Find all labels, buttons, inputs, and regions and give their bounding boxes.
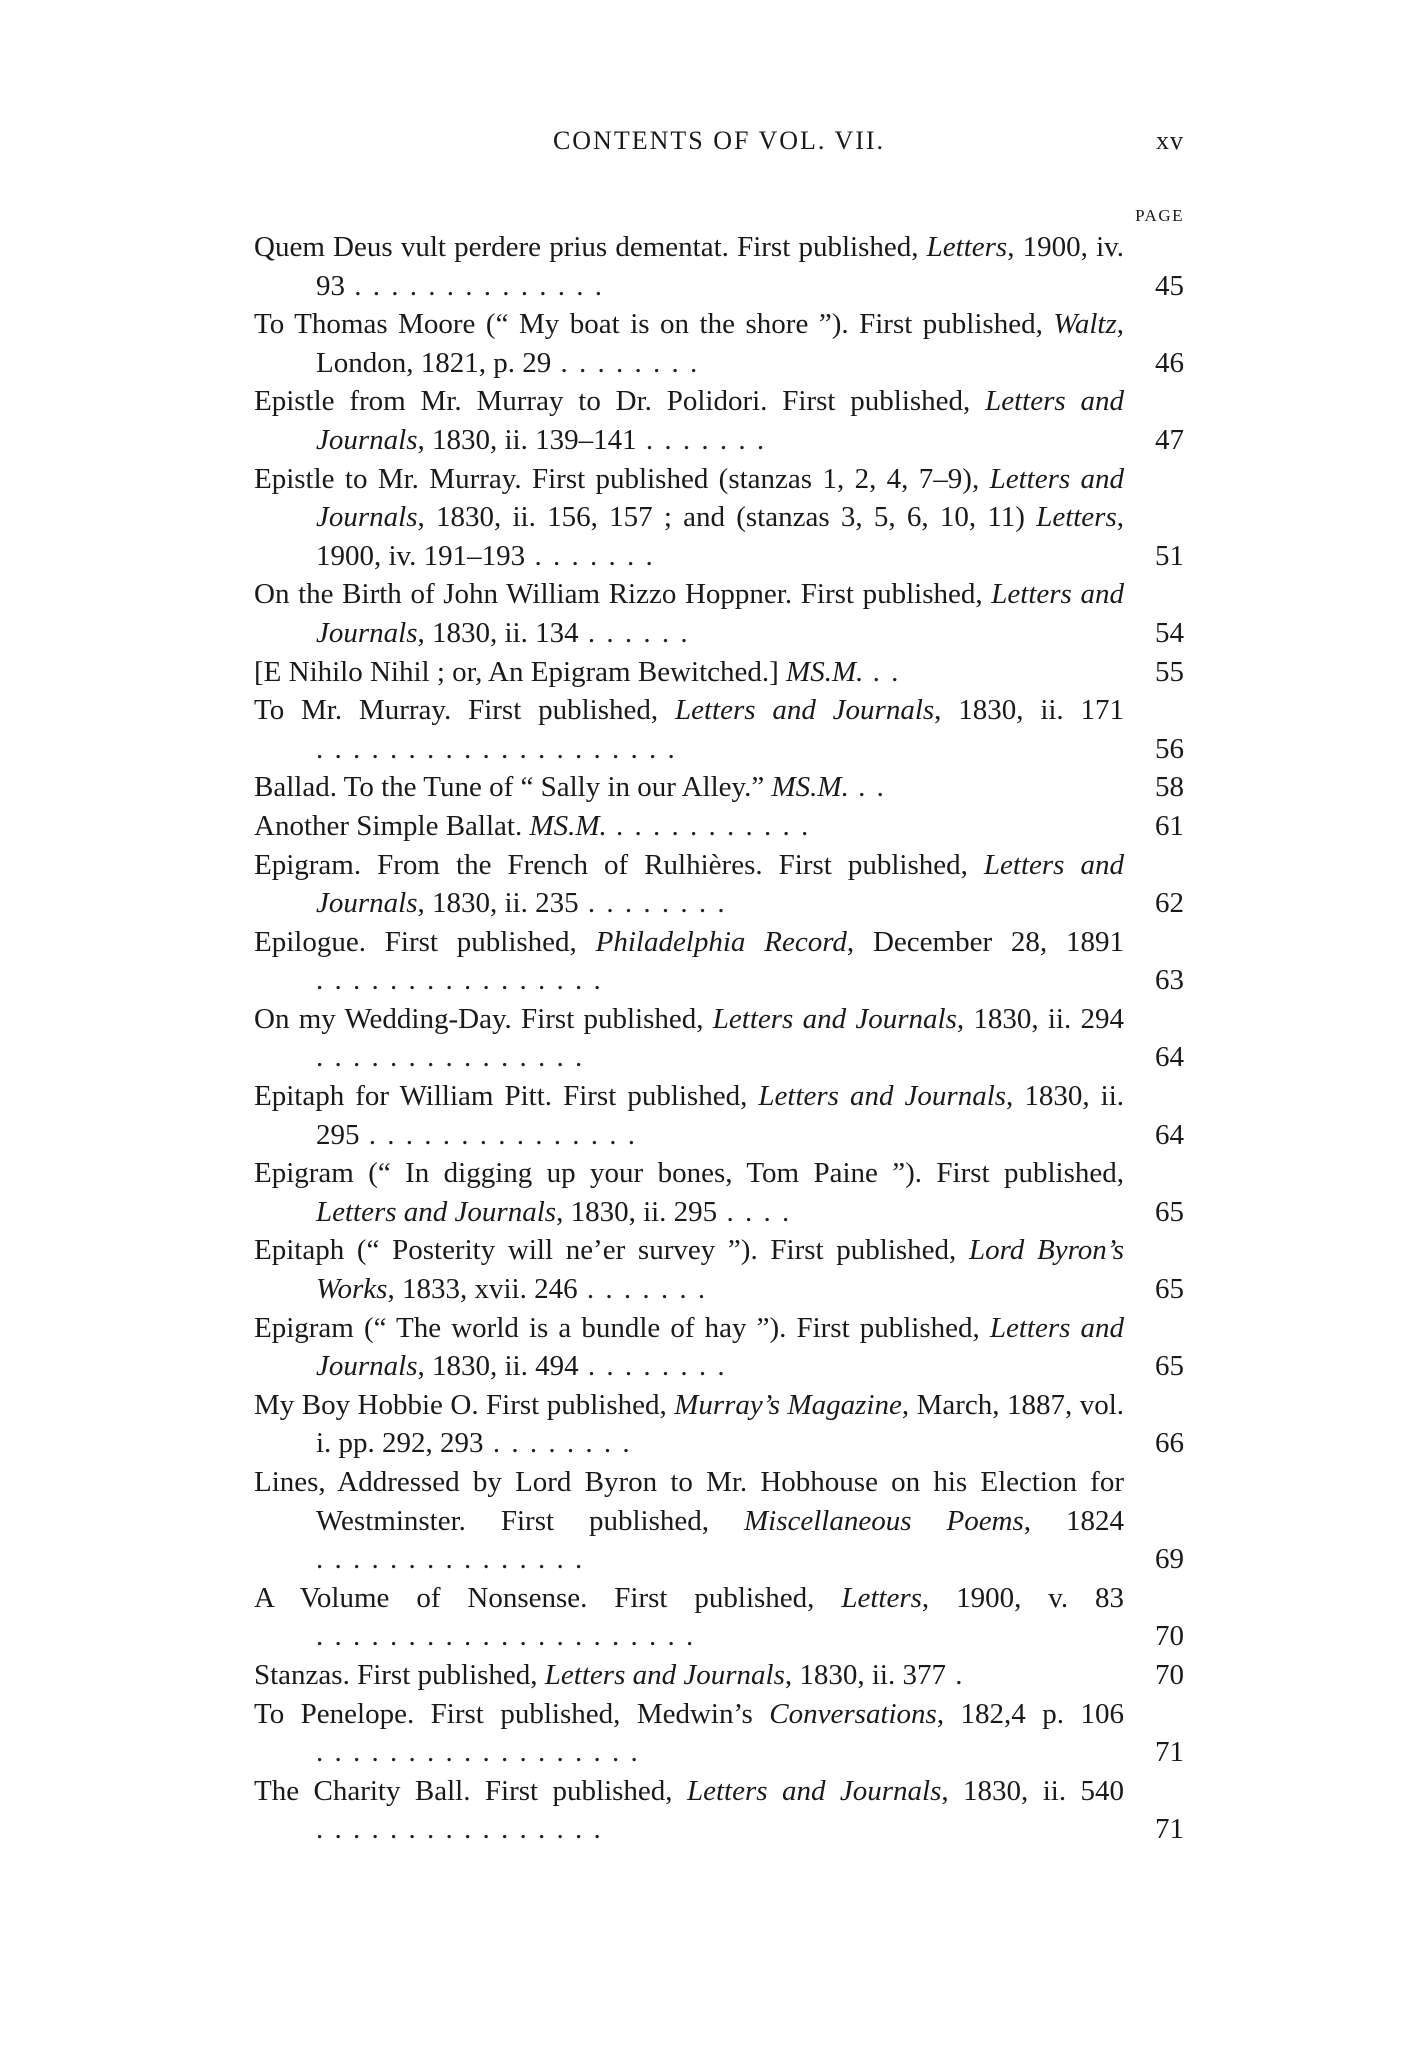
entry-source: Letters and Journals (316, 848, 1124, 920)
dot-leader: . . (863, 655, 901, 688)
entry-title: On my Wedding-Day. First published, (254, 1002, 713, 1035)
entry-detail-2: , 1900, iv. 191–193 (316, 501, 1124, 572)
entry-text (254, 807, 1124, 846)
entry-text (254, 768, 1124, 807)
toc-entry (254, 460, 1184, 576)
toc-entry (254, 1231, 1184, 1308)
toc-entry (254, 1309, 1184, 1386)
dot-leader: . . . . . . . . . . . . . . . . . . . . (316, 732, 677, 765)
entry-source: Letters (926, 231, 1008, 263)
toc-entry (254, 1772, 1184, 1849)
entry-page-number: 61 (1155, 809, 1184, 842)
entry-title: The Charity Ball. First published, (254, 1774, 687, 1807)
dot-leader: . . . . . . . . (483, 1427, 632, 1460)
entry-title: Epigram (“ In digging up your bones, Tom Paine ”). First published, (254, 1157, 1124, 1190)
entry-title: Another Simple Ballat. (254, 809, 530, 842)
entry-title: Epigram (“ The world is a bundle of hay ”). First published, (254, 1311, 990, 1344)
toc-entry (254, 1463, 1184, 1579)
entry-title: To Thomas Moore (“ My boat is on the shore ”). First published, (254, 308, 1054, 341)
toc-entry (254, 846, 1184, 923)
entry-text (254, 1463, 1124, 1579)
entry-title: Epitaph for William Pitt. First published, (254, 1080, 759, 1113)
entry-source: Letters and Journals (316, 1195, 557, 1228)
dot-leader: . . . . . . . . . . . (606, 809, 811, 842)
entry-detail: , 1830, ii. 171 (934, 694, 1125, 727)
toc-entry (254, 1579, 1184, 1656)
dot-leader: . . . . . . . . (551, 346, 700, 379)
entry-title: Quem Deus vult perdere prius dementat. First published, (254, 231, 927, 263)
entry-detail: , 1830, ii. 134 (417, 616, 579, 649)
dot-leader: . . . . . . . . . . . . . . (345, 269, 604, 302)
entry-text (254, 1077, 1124, 1154)
entry-source: Letters (841, 1581, 922, 1614)
entry-text (254, 228, 1124, 305)
entry-title: A Volume of Nonsense. First published, (254, 1581, 842, 1614)
entry-page-number: 46 (1155, 346, 1184, 379)
entry-page-number: 63 (1155, 964, 1184, 997)
entry-title: Epigram. From the French of Rulhières. First published, (254, 848, 984, 881)
entry-page-number: 58 (1155, 771, 1184, 804)
entry-detail: , 1833, xvii. 246 (387, 1273, 578, 1306)
entry-detail: , December 28, 1891 (846, 925, 1124, 958)
entry-title: Stanzas. First published, (254, 1658, 545, 1691)
entry-page-number: 62 (1155, 887, 1184, 920)
dot-leader: . . . . . . . . (578, 887, 727, 920)
entry-source: Letters and Journals (544, 1658, 785, 1691)
entry-detail: , 1900, iv. 93 (316, 231, 1124, 302)
entry-source: Letters and Journals (758, 1080, 1007, 1113)
dot-leader: . . . . . . . . . . . . . . . . . . (316, 1736, 640, 1769)
entry-text (254, 460, 1124, 576)
entry-text (254, 1000, 1124, 1077)
entry-title: Epitaph (“ Posterity will ne’er survey ”). First published, (254, 1234, 969, 1267)
dot-leader: . . . . . . . . (578, 1350, 727, 1383)
entry-title: Epistle to Mr. Murray. First published (stanzas 1, 2, 4, 7–9), (254, 462, 990, 495)
entry-source: Waltz (1053, 308, 1117, 341)
entry-page-number: 66 (1155, 1427, 1184, 1460)
entry-title: Ballad. To the Tune of “ Sally in our Alley.” (254, 771, 772, 804)
toc-entry (254, 691, 1184, 768)
entry-title: My Boy Hobbie O. First published, (254, 1388, 675, 1421)
entry-text (254, 691, 1124, 768)
entry-source: Philadelphia Record (595, 925, 847, 958)
entry-title: To Mr. Murray. First published, (254, 694, 675, 727)
toc-entry (254, 768, 1184, 807)
toc-entry (254, 228, 1184, 305)
entry-title: Epilogue. First published, (254, 925, 596, 958)
entry-source: MS.M. (786, 655, 864, 688)
dot-leader: . . . . . . . (577, 1273, 708, 1306)
entry-text (254, 1772, 1124, 1849)
dot-leader: . . . . . . . (636, 423, 767, 456)
entry-source: Conversations (769, 1697, 937, 1730)
entry-detail: , 1900, v. 83 (921, 1581, 1124, 1614)
entry-source: Letters and Journals (674, 694, 935, 727)
entry-source: Murray’s Magazine (674, 1388, 902, 1421)
toc-entry (254, 382, 1184, 459)
dot-leader: . (945, 1658, 965, 1691)
entry-page-number: 69 (1155, 1543, 1184, 1576)
entry-detail: , 1830, ii. 235 (417, 887, 579, 920)
entry-page-number: 65 (1155, 1273, 1184, 1306)
entry-source: Letters and Journals (316, 1311, 1125, 1383)
entry-text (254, 1579, 1124, 1656)
entry-detail: , 1830, ii. 295 (556, 1195, 718, 1228)
toc-entry (254, 1656, 1184, 1695)
entry-title: Lines, Addressed by Lord Byron to Mr. Hobhouse on his Election for Westminster. First published, (254, 1466, 1124, 1537)
toc-entry (254, 1077, 1184, 1154)
running-title: CONTENTS OF VOL. VII. (552, 126, 886, 155)
entry-page-number: 45 (1155, 269, 1184, 302)
dot-leader: . . . . . . . . . . . . . . . (316, 1543, 585, 1576)
entry-detail: , London, 1821, p. 29 (316, 308, 1124, 379)
entry-text (254, 1386, 1124, 1463)
entry-text (254, 1656, 1124, 1695)
table-of-contents (254, 228, 1184, 1849)
entry-text (254, 1154, 1124, 1231)
entry-text (254, 653, 1124, 692)
dot-leader: . . . . . . . (525, 539, 655, 572)
toc-entry (254, 807, 1184, 846)
dot-leader: . . . . . . . . . . . . . . . . . . . . . (316, 1620, 696, 1653)
entry-detail: , 1830, ii. 294 (956, 1002, 1124, 1035)
entry-detail: , 1830, ii. 139–141 (417, 423, 637, 456)
dot-leader: . . . . . . . . . . . . . . . (359, 1118, 637, 1151)
toc-entry (254, 923, 1184, 1000)
toc-entry (254, 575, 1184, 652)
entry-detail: , 1830, ii. 295 (316, 1080, 1124, 1151)
entry-text (254, 575, 1124, 652)
toc-entry (254, 305, 1184, 382)
entry-title: [E Nihilo Nihil ; or, An Epigram Bewitched.] (254, 655, 787, 688)
entry-title: To Penelope. First published, Medwin’s (254, 1697, 770, 1730)
entry-source: Letters and Journals (316, 578, 1124, 649)
entry-page-number: 51 (1155, 539, 1184, 572)
entry-detail: , 1830, ii. 540 (941, 1774, 1125, 1807)
entry-page-number: 55 (1155, 655, 1184, 688)
entry-detail: , 182,4 p. 106 (936, 1697, 1124, 1730)
entry-title: Epistle from Mr. Murray to Dr. Polidori. First published, (254, 385, 986, 418)
entry-page-number: 56 (1155, 732, 1184, 765)
toc-entry (254, 1695, 1184, 1772)
entry-text (254, 382, 1124, 459)
entry-text (254, 1695, 1124, 1772)
toc-entry (254, 1386, 1184, 1463)
dot-leader: . . . . (717, 1195, 792, 1228)
entry-detail: , March, 1887, vol. i. pp. 292, 293 (316, 1388, 1124, 1460)
entry-source: MS.M. (771, 771, 849, 804)
dot-leader: . . . . . . . . . . . . . . . . (316, 964, 603, 997)
entry-page-number: 64 (1155, 1041, 1184, 1074)
entry-text (254, 923, 1124, 1000)
entry-page-number: 47 (1155, 423, 1184, 456)
entry-page-number: 64 (1155, 1118, 1184, 1151)
entry-page-number: 65 (1155, 1195, 1184, 1228)
entry-source: Letters and Journals (316, 385, 1125, 456)
entry-page-number: 70 (1155, 1620, 1184, 1653)
entry-detail: , 1824 (1023, 1504, 1125, 1537)
dot-leader: . . . . . . (578, 616, 690, 649)
entry-detail: , 1830, ii. 494 (417, 1350, 579, 1383)
entry-source: Miscellaneous Poems (744, 1504, 1024, 1537)
toc-entry (254, 1000, 1184, 1077)
entry-detail: , 1830, ii. 377 (784, 1658, 946, 1691)
entry-text (254, 305, 1124, 382)
entry-text (254, 1231, 1124, 1308)
entry-source: Letters and Journals (686, 1774, 942, 1807)
entry-source-2: Letters (1036, 501, 1117, 534)
page-number: xv (1156, 126, 1184, 155)
dot-leader: . . . . . . . . . . . . . . . (316, 1041, 585, 1074)
dot-leader: . . . . . . . . . . . . . . . . (316, 1813, 603, 1846)
toc-entry (254, 1154, 1184, 1231)
toc-entry (254, 653, 1184, 692)
entry-text (254, 846, 1124, 923)
entry-source: Letters and Journals (712, 1002, 957, 1035)
entry-title: On the Birth of John William Rizzo Hoppner. First published, (254, 578, 992, 611)
entry-page-number: 54 (1155, 616, 1184, 649)
dot-leader: . . (848, 771, 886, 804)
entry-detail: , 1830, ii. 156, 157 ; and (stanzas 3, 5, 6, 10, 11) (417, 501, 1037, 534)
entry-page-number: 71 (1155, 1813, 1184, 1846)
page-column-label: PAGE (1135, 206, 1184, 225)
entry-source: MS.M. (529, 809, 607, 842)
entry-page-number: 65 (1155, 1350, 1184, 1383)
entry-page-number: 71 (1155, 1736, 1184, 1769)
entry-text (254, 1309, 1124, 1386)
entry-source: Lord Byron’s Works (316, 1234, 1124, 1306)
entry-page-number: 70 (1155, 1658, 1184, 1691)
entry-source: Letters and Journals (316, 462, 1125, 534)
page-header (254, 126, 1184, 166)
